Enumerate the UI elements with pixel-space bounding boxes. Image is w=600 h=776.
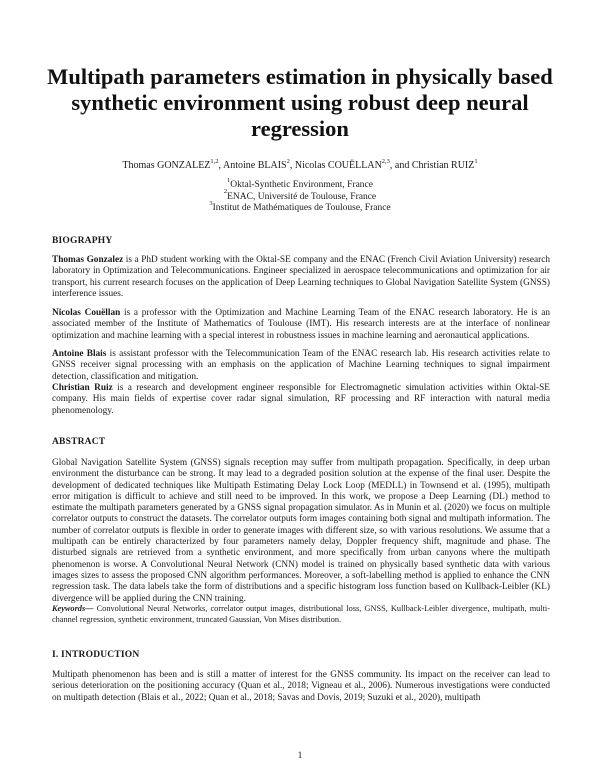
bio-text: is assistant professor with the Telecommunication Team of the ENAC research lab. His research activities relate to GNSS receiver signal processing with an emphasis on the application of Machine Learning techniques to signal impairment detection, classification and mitigation. [52,349,550,382]
introduction-text: Multipath phenomenon has been and is still a matter of interest for the GNSS community. Its impact on the receiver can lead to serious deterioration on the positioning accuracy (Quan et al., 2018; Vigneau et al., 2006). Numerous investigations were conducted on multipath detection (Blais et al., 2022; Quan et al., 2018; Savas and Dovis, 2019; Suzuki et al., 2020), multipath [52,670,550,703]
author-separator: , [218,160,223,171]
author-affil-sup: 2 [286,157,290,165]
bio-paragraph [52,308,550,342]
bio-name: Nicolas Couëllan [52,308,121,318]
bio-name: Christian Ruiz [52,383,113,393]
author-affil-sup: 2,3 [381,157,390,165]
bio-name: Antoine Blais [52,349,107,359]
bio-paragraph [52,383,550,417]
author-name: Antoine BLAIS [223,160,287,171]
author-separator: , [289,160,295,171]
author-name: Christian RUIZ [411,160,475,171]
affiliation-sup: 1 [227,176,231,184]
affiliations [40,176,560,215]
bio-paragraph [52,349,550,383]
affiliation-text: Institut de Mathématiques de Toulouse, France [212,203,391,213]
keywords [52,604,550,625]
biography-heading: BIOGRAPHY [52,236,113,246]
affiliation-text: ENAC, Université de Toulouse, France [227,191,377,202]
abstract-heading: ABSTRACT [52,437,106,447]
author-line [40,157,560,172]
affiliation [40,176,560,192]
bio-text: is a PhD student working with the Oktal-SE company and the ENAC (French Civil Aviation University) research laboratory in Optimization and Telecommunications. Engineer specialized in aerospace telecommunications and optimization for air transport, his current research focuses on the application of Deep Learning techniques to Global Navigation Satellite System (GNSS) interference issues. [52,255,550,299]
author-affil-sup: 1,2 [210,157,219,165]
bio-text: is a professor with the Optimization and Machine Learning Team of the ENAC research laboratory. He is an associated member of the Institute of Mathematics of Toulouse (IMT). His research interests are at the interface of nonlinear optimization and machine learning with a special interest in robustness issues in machine learning and aeronautical applications. [52,308,550,341]
author-name: Thomas GONZALEZ [122,160,211,171]
paper-title: Multipath parameters estimation in physically based synthetic environment using robust deep neural regression [47,64,553,141]
bio-text: is a research and development engineer responsible for Electromagnetic simulation activities within Oktal-SE company. His main fields of expertise cover radar signal simulation, RF processing and RF interaction with natural media phenomenology. [52,383,550,416]
affiliation-sup: 3 [209,199,213,207]
page-number: 1 [297,751,303,761]
affiliation [40,199,560,215]
bio-name: Thomas Gonzalez [52,255,124,265]
keywords-label: Keywords— [52,604,94,613]
bio-paragraph [52,255,550,300]
keywords-list: Convolutional Neural Networks, correlator output images, distributional loss, GNSS, Kullback-Leibler divergence, multipath, multi-channel regression, synthetic environment, truncated Gaussian, Von Mises distribution. [52,604,550,624]
author-separator: , and [389,160,412,171]
affiliation-sup: 2 [223,188,228,196]
introduction-heading: I. INTRODUCTION [52,650,140,660]
author-affil-sup: 1 [474,157,478,165]
abstract-text: Global Navigation Satellite System (GNSS) signals reception may suffer from multipath propagation. Specifically, in deep urban environment the disturbance can be strong. It may lead to a degraded position solution at the expense of the final user. Despite the development of dedicated techniques like Multipath Estimating Delay Lock Loop (MEDLL) in Townsend et al. (1995), multipath error mitigation is difficult to achieve and still need to be improved. In this work, we propose a Deep Learning (DL) method to estimate the multipath parameters generated by a GNSS signal propagation simulator. As in Munin et al. (2020) we focus on multiple correlator outputs to construct the datasets. The correlator outputs form images containing both signal and multipath information. The number of correlator outputs is flexible in order to generate images with different size, so with various resolutions. We assume that a multipath can be entirely characterized by four parameters namely delay, Doppler frequency shift, magnitude and phase. The disturbed signals are retrieved from a synthetic environment, and more specifically from urban canyons where the multipath phenomenon is worse. A Convolutional Neural Network (CNN) model is trained on physically based synthetic data with various images sizes to assess the proposed CNN algorithm performances. Moreover, a soft-labelling method is applied to enhance the CNN regression task. The data labels take the form of distributions and a specific histogram loss function based on Kullback-Leibler (KL) divergence will be applied during the CNN training. [52,458,550,604]
affiliation [40,188,560,204]
affiliation-text: Oktal-Synthetic Environment, France [230,180,373,190]
author-name: Nicolas COUËLLAN [294,160,382,171]
